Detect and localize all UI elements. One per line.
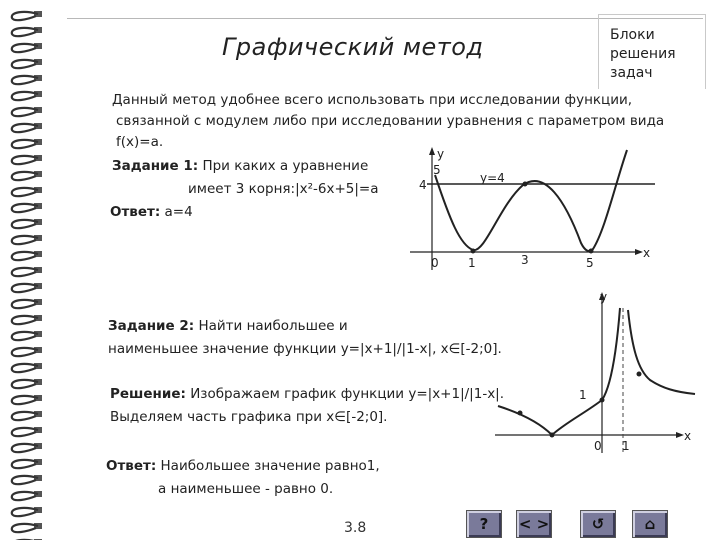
graph2-point [550,433,555,438]
graph1-tick-5: 5 [433,163,441,177]
graph1-y-arrow [429,147,435,155]
graph2-x-arrow [676,432,684,438]
graph2-tick-1x: 1 [622,439,630,453]
home-icon: ⌂ [644,515,656,533]
graph1-point [589,249,594,254]
blocks-link[interactable]: Блоки решения задач [610,27,676,81]
task2-answer-label: Ответ: [106,458,157,474]
task2-answer-line1: Наибольшее значение равно1, [160,458,380,474]
task2-answer [106,458,380,474]
graph1-tick-5x: 5 [586,256,594,270]
spiral-ring [12,268,38,276]
task2-text [108,318,348,334]
graph2-point [637,372,642,377]
spiral-ring [12,188,38,196]
graph1-y-label: y [437,147,445,161]
prev-next-icon: < > [518,515,550,533]
page-number: 3.8 [344,520,367,536]
task2-solution [110,386,504,402]
graph1-curve [435,150,627,251]
task1-question: При каких а уравнение [202,158,369,174]
return-icon: ↺ [591,515,605,533]
spiral-ring [12,284,38,292]
spiral-ring [12,204,38,212]
spiral-ring [12,300,38,308]
task2-question: Найти наибольшее и [198,318,348,334]
graph1-tick-1: 1 [468,256,476,270]
spiral-ring [12,220,38,228]
help-button[interactable] [466,510,502,538]
graph1-point [523,182,528,187]
graph2-point [600,398,605,403]
graph-rational-function [490,288,700,458]
spiral-ring [12,364,38,372]
spiral-ring [12,332,38,340]
spiral-ring [12,76,38,84]
graph-abs-quadratic [405,145,665,275]
spiral-ring [12,476,38,484]
graph1-x-arrow [635,249,643,255]
graph1-x-label: x [643,246,651,260]
graph1-line-label: y=4 [480,171,505,185]
spiral-ring [12,12,38,20]
intro-line-2: связанной с модулем либо при исследовании уравнения с параметром вида [116,113,665,129]
spiral-ring [12,396,38,404]
spiral-ring [12,348,38,356]
task2-solution-label: Решение: [110,386,186,402]
spiral-ring [12,492,38,500]
task1-text [112,158,368,174]
task2-function: наименьшее значение функции y=|x+1|/|1-x|, x∈[-2;0]. [108,341,502,357]
spiral-ring [12,60,38,68]
graph2-tick-1y: 1 [579,388,587,402]
spiral-ring [12,124,38,132]
intro-line-1: Данный метод удобнее всего использовать при исследовании функции, [112,92,633,108]
graph2-right-branch [628,310,695,394]
spiral-ring [12,140,38,148]
spiral-ring [12,316,38,324]
return-button[interactable] [580,510,616,538]
spiral-ring [12,172,38,180]
task2-solution-line1: Изображаем график функции y=|x+1|/|1-x|. [190,386,505,402]
page-title: Графический метод [222,33,484,61]
task2-solution-line2: Выделяем часть графика при x∈[-2;0]. [110,409,388,425]
task1-answer-value: a=4 [164,204,193,220]
spiral-ring [12,460,38,468]
spiral-ring [12,524,38,532]
graph2-tick-0: 0 [594,439,602,453]
spiral-ring [12,28,38,36]
spiral-ring [12,156,38,164]
graph1-tick-4: 4 [419,178,427,192]
task2-answer-line2: а наименьшее - равно 0. [158,481,334,497]
notebook-spiral [0,0,58,540]
graph2-y-label: y [600,290,608,304]
spiral-ring [12,92,38,100]
task1-label: Задание 1: [112,158,199,174]
spiral-ring [12,412,38,420]
graph1-point [471,249,476,254]
task1-answer [110,204,193,220]
graph2-point [518,411,523,416]
graph1-tick-3: 3 [521,253,529,267]
spiral-ring [12,380,38,388]
spiral-ring [12,508,38,516]
task1-answer-label: Ответ: [110,204,161,220]
graph1-tick-0: 0 [431,256,439,270]
intro-line-3: f(x)=a. [116,134,164,150]
spiral-ring [12,428,38,436]
spiral-ring [12,236,38,244]
spiral-ring [12,252,38,260]
spiral-ring [12,108,38,116]
task1-equation: имеет 3 корня:|x²-6x+5|=a [188,181,379,197]
help-icon: ? [479,515,489,533]
spiral-ring [12,44,38,52]
graph2-x-label: x [684,429,692,443]
prev-next-button[interactable] [516,510,552,538]
home-button[interactable] [632,510,668,538]
spiral-ring [12,444,38,452]
task2-label: Задание 2: [108,318,195,334]
